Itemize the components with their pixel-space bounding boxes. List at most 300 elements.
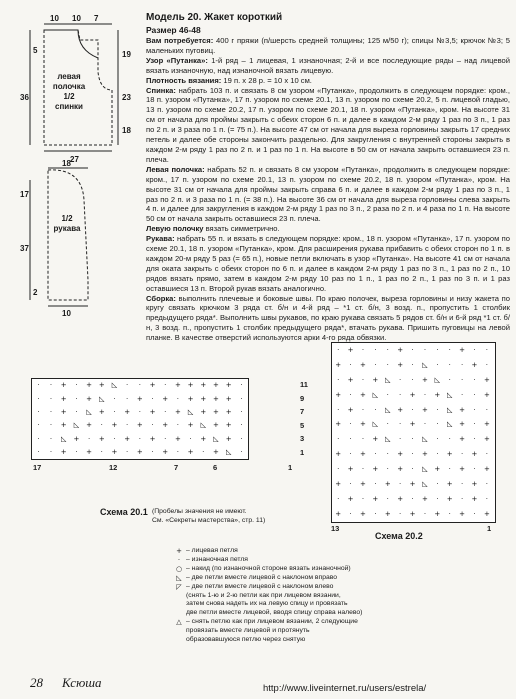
s1-cell: ·: [176, 394, 180, 403]
s2-cell: +: [372, 435, 379, 444]
s1-row-num-1: 1: [300, 448, 305, 457]
s2-cell: +: [360, 479, 366, 488]
s2-cell: ·: [411, 360, 414, 369]
s1-cell: ·: [75, 381, 78, 390]
s2-cell: ·: [374, 450, 377, 459]
s2-cell: ·: [473, 465, 476, 474]
s1-cell: +: [162, 394, 169, 403]
s2-cell: ·: [448, 435, 451, 444]
right-front-paragraph: Левую полочку вязать симметрично.: [146, 224, 280, 234]
s1-cell: +: [149, 381, 156, 390]
s1-cell: +: [86, 448, 93, 457]
s2-row: [332, 507, 495, 522]
s2-cell: +: [335, 479, 342, 488]
s1-cell: +: [136, 394, 143, 403]
s2-cell: +: [459, 509, 466, 518]
s2-cell: ·: [337, 375, 340, 384]
s2-cell: ·: [386, 494, 389, 503]
s2-cell: +: [347, 345, 354, 354]
s2-row: [332, 492, 495, 507]
legend-text: – накид (по изнаночной стороне вязать изнаночной): [186, 564, 351, 572]
s1-cell: ·: [37, 421, 40, 430]
s1-cell: ·: [138, 381, 141, 390]
s2-cell: ·: [423, 345, 427, 354]
s2-cell: ·: [386, 420, 389, 429]
s1-cell: ◺: [111, 381, 118, 390]
legend-symbol: [172, 636, 186, 645]
s1-cell: ·: [37, 381, 40, 390]
s1-cell: ◺: [225, 448, 232, 457]
s2-cell: ·: [399, 420, 402, 429]
s2-cell: ◺: [422, 360, 428, 369]
s1-cell: +: [60, 421, 67, 430]
s2-cell: ·: [473, 345, 476, 354]
s1-cell: +: [200, 381, 207, 390]
s2-cell: +: [409, 420, 416, 429]
s1-cell: +: [200, 394, 207, 403]
s2-cell: ◺: [372, 390, 379, 399]
s2-cell: +: [360, 509, 366, 518]
s1-cell: +: [124, 407, 131, 416]
legend-symbol: [172, 600, 186, 609]
s1-row-num-11: 11: [300, 380, 308, 389]
s2-cell: +: [397, 405, 404, 414]
s2-cell: ·: [485, 494, 488, 503]
s2-cell: +: [372, 375, 379, 384]
s2-cell: ◺: [447, 390, 453, 399]
s2-cell: ·: [361, 375, 365, 384]
s2-cell: ·: [399, 390, 402, 399]
legend-symbol: [172, 627, 186, 636]
s1-cell: ·: [113, 407, 116, 416]
s2-cell: +: [421, 405, 428, 414]
legend-text: – снять петлю как при лицевом вязании, 2 следующие: [186, 618, 358, 626]
s2-cell: +: [434, 390, 441, 399]
s1-cell: +: [60, 394, 67, 403]
s1-col-num-17: 17: [33, 463, 42, 472]
pattern-instructions: [146, 12, 510, 343]
s2-cell: ·: [337, 405, 340, 414]
gauge-paragraph: Плотность вязания: 19 п. х 28 р. = 10 х 10 см.: [146, 75, 312, 85]
s1-cell: ◺: [213, 434, 219, 443]
s1-cell: ◺: [86, 407, 92, 416]
s2-cell: +: [397, 360, 404, 369]
s2-col-num-13: 13: [331, 524, 340, 533]
sleeve-left-num-1: 17: [20, 190, 29, 199]
s2-cell: +: [434, 509, 441, 518]
assembly-paragraph: Сборка: выполнить плечевые и боковые швы. По краю полочек, выреза горловины и низу жакета по кругу связать крючком 3 ряда ст. б/н и 4-й ряд – *1 ст. б/н, 3 возд. п., пропустить 1 столбик предыдущего ряда*. Выполнить швы рукавов, по краю рукава связать 5 рядов ст. б/н и 6-й ряд *1 ст. б/н, 3 возд. п., пропустить 1 столбик предыдущего ряда*, втачать рукава. Пришить пуговицы на левой планке. В качестве отверстий используются арки 4-го ряда обвязки.: [146, 293, 510, 343]
s1-cell: +: [187, 448, 194, 457]
s2-row: [332, 373, 495, 388]
s1-cell: ·: [240, 394, 243, 403]
sleeve-bottom-num: 10: [62, 309, 71, 318]
s1-cell: +: [200, 434, 207, 443]
s1-cell: +: [225, 407, 232, 416]
s1-cell: ·: [75, 448, 78, 457]
s2-cell: ·: [436, 420, 439, 429]
s1-cell: ·: [176, 448, 180, 457]
s2-cell: ·: [349, 509, 352, 518]
s1-cell: ·: [113, 394, 116, 403]
s1-cell: ·: [49, 381, 53, 390]
s1-col-num-6: 6: [213, 463, 218, 472]
back-top-num-3: 7: [94, 14, 99, 23]
legend-text: (снять 1-ю и 2-ю петли как при лицевом вязании,: [186, 591, 341, 599]
sleeve-label: 1/2 рукава: [53, 214, 81, 233]
s2-cell: +: [360, 420, 366, 429]
s2-row: [332, 432, 495, 447]
legend-item: [172, 600, 512, 609]
s1-cell: ·: [176, 421, 180, 430]
legend-text: образовавшуюся петлю через снятую: [186, 636, 306, 644]
s1-cell: +: [162, 448, 169, 457]
s2-cell: ·: [361, 435, 365, 444]
legend-item: [172, 618, 512, 627]
s2-cell: +: [384, 509, 391, 518]
legend-symbol: ◺: [176, 573, 182, 582]
s1-cell: ·: [37, 448, 40, 457]
s1-cell: +: [225, 394, 232, 403]
s2-cell: ·: [411, 435, 414, 444]
legend-symbol: ○: [175, 564, 183, 573]
s1-cell: ·: [37, 407, 40, 416]
s2-cell: +: [421, 375, 428, 384]
s2-cell: +: [409, 390, 416, 399]
s2-cell: ·: [485, 360, 488, 369]
legend-item: [172, 556, 512, 565]
legend-item: [172, 583, 512, 592]
s1-cell: ◺: [187, 407, 194, 416]
s2-cell: ·: [386, 360, 389, 369]
s2-cell: ·: [448, 345, 451, 354]
s2-cell: ·: [399, 375, 402, 384]
s1-cell: ·: [138, 407, 141, 416]
s2-cell: ·: [349, 360, 352, 369]
s2-cell: ·: [399, 435, 402, 444]
s2-cell: +: [347, 405, 354, 414]
s1-cell: ·: [164, 407, 167, 416]
s1-cell: ·: [164, 381, 167, 390]
s2-cell: +: [360, 390, 366, 399]
s2-cell: +: [471, 450, 478, 459]
s2-cell: ·: [448, 360, 451, 369]
s2-cell: +: [372, 465, 379, 474]
s2-cell: ·: [423, 420, 427, 429]
s2-row: [332, 462, 495, 477]
s2-cell: ·: [411, 465, 414, 474]
s2-cell: +: [397, 450, 404, 459]
s1-row: [32, 406, 248, 419]
s2-cell: +: [347, 494, 354, 503]
s2-cell: +: [459, 345, 466, 354]
symbol-legend: [172, 547, 512, 645]
s2-cell: ·: [374, 509, 377, 518]
s2-cell: +: [421, 450, 428, 459]
s2-cell: ·: [423, 390, 427, 399]
s2-cell: +: [335, 450, 342, 459]
s1-cell: +: [174, 434, 181, 443]
s2-cell: ·: [460, 479, 464, 488]
s2-cell: +: [397, 465, 404, 474]
s2-cell: ◺: [422, 435, 428, 444]
s2-cell: ·: [361, 465, 365, 474]
scheme-20-2-grid: [331, 342, 496, 523]
s1-cell: +: [124, 434, 131, 443]
stitch-pattern-paragraph: Узор «Путанка»: 1-й ряд – 1 лицевая, 1 изнаночная; 2-й и все последующие ряды – над лицевой вязать изнаночную, над изнаночной вязать лицевую.: [146, 55, 511, 75]
legend-item: [172, 547, 512, 556]
s2-cell: ◺: [447, 405, 453, 414]
s2-cell: +: [335, 420, 342, 429]
s2-cell: ◺: [447, 420, 453, 429]
s1-cell: +: [213, 421, 219, 430]
s2-cell: ·: [436, 405, 439, 414]
sleeve-top-num: 18: [62, 159, 71, 168]
s1-cell: ·: [49, 421, 53, 430]
s2-cell: ◺: [385, 375, 391, 384]
legend-text: – изнаночная петля: [186, 555, 248, 563]
s2-cell: ·: [448, 375, 451, 384]
s2-cell: +: [483, 390, 490, 399]
sleeve-left-num-2: 37: [20, 244, 29, 253]
s2-cell: ·: [411, 405, 414, 414]
s2-cell: ·: [473, 405, 476, 414]
s2-cell: ·: [460, 494, 464, 503]
s2-cell: +: [397, 345, 404, 354]
s2-cell: ·: [460, 360, 464, 369]
s1-cell: ·: [240, 381, 243, 390]
s2-cell: ·: [399, 479, 402, 488]
s2-cell: +: [384, 479, 391, 488]
s2-cell: ·: [386, 390, 389, 399]
s1-col-num-1: 1: [288, 463, 293, 472]
s2-cell: ·: [349, 435, 352, 444]
s1-cell: ·: [100, 448, 103, 457]
s2-cell: ·: [473, 390, 476, 399]
materials-paragraph: Вам потребуется: 400 г пряжи (п/шерсть средней толщины; 125 м/50 г); спицы №3,5; крючок №3; 5 маленьких пуговиц.: [146, 36, 510, 55]
s2-cell: +: [471, 479, 478, 488]
s2-cell: ·: [473, 420, 476, 429]
s1-cell: ·: [240, 448, 243, 457]
s2-cell: +: [459, 435, 466, 444]
s1-cell: ·: [126, 381, 129, 390]
s2-cell: +: [459, 405, 466, 414]
s2-cell: +: [459, 465, 466, 474]
legend-symbol: ·: [177, 555, 181, 564]
s2-cell: +: [459, 420, 466, 429]
s2-cell: +: [409, 509, 416, 518]
s2-cell: ·: [460, 450, 464, 459]
s2-cell: ·: [436, 345, 439, 354]
s2-cell: +: [360, 450, 366, 459]
back-top-num-2: 10: [72, 14, 81, 23]
s1-cell: +: [111, 421, 118, 430]
s2-cell: ·: [436, 360, 439, 369]
s1-col-num-7: 7: [174, 463, 179, 472]
s1-cell: ·: [202, 448, 205, 457]
back-bottom-num: 27: [70, 155, 79, 164]
s1-cell: +: [73, 434, 80, 443]
s2-cell: ·: [386, 465, 389, 474]
s2-cell: +: [446, 494, 453, 503]
s2-cell: +: [347, 465, 354, 474]
s2-cell: ·: [374, 479, 377, 488]
s1-cell: +: [60, 381, 67, 390]
legend-symbol: △: [176, 618, 182, 627]
s2-cell: +: [397, 494, 404, 503]
s2-cell: +: [471, 494, 478, 503]
s1-cell: +: [162, 421, 169, 430]
s1-cell: ·: [151, 394, 154, 403]
s2-cell: ·: [473, 509, 476, 518]
legend-text: – две петли вместе лицевой с наклоном вправо: [186, 573, 338, 581]
s2-cell: +: [335, 360, 342, 369]
s2-cell: +: [360, 360, 366, 369]
legend-symbol: ◸: [176, 582, 182, 591]
magazine-name: Ксюша: [62, 675, 102, 690]
legend-item: [172, 565, 512, 574]
s2-row: [332, 447, 495, 462]
s2-cell: ·: [337, 345, 340, 354]
s1-cell: +: [86, 421, 93, 430]
s1-cell: ◺: [200, 421, 206, 430]
s2-cell: ◺: [422, 465, 428, 474]
s2-cell: ·: [485, 450, 488, 459]
s1-cell: +: [213, 381, 219, 390]
back-top-num-1: 10: [50, 14, 59, 23]
s2-cell: +: [446, 450, 453, 459]
s1-cell: +: [174, 381, 181, 390]
s1-cell: ·: [138, 434, 141, 443]
s2-row: [332, 417, 495, 432]
s2-cell: ·: [485, 345, 488, 354]
s1-cell: ·: [240, 421, 243, 430]
s2-cell: ·: [436, 494, 439, 503]
s1-cell: ◺: [61, 434, 67, 443]
s1-cell: ·: [151, 448, 154, 457]
s1-cell: +: [136, 448, 143, 457]
s2-cell: ·: [386, 345, 389, 354]
s2-cell: ·: [337, 435, 340, 444]
s1-cell: +: [225, 421, 232, 430]
s2-cell: ·: [411, 375, 414, 384]
page-number: 28: [30, 675, 43, 690]
s2-cell: +: [483, 435, 490, 444]
s1-row: [32, 433, 248, 446]
s2-cell: ·: [374, 360, 377, 369]
s2-cell: ·: [448, 509, 451, 518]
s2-cell: ·: [411, 494, 414, 503]
s1-cell: +: [149, 407, 156, 416]
s1-cell: +: [187, 381, 194, 390]
s1-cell: ·: [240, 434, 243, 443]
s1-row-num-3: 3: [300, 434, 305, 443]
s2-cell: ·: [436, 479, 439, 488]
s2-row: [332, 358, 495, 373]
legend-text: – лицевая петля: [186, 547, 238, 554]
s2-cell: ·: [349, 479, 352, 488]
s1-col-num-12: 12: [109, 463, 118, 472]
back-right-num-2: 23: [122, 93, 131, 102]
s1-cell: +: [225, 434, 232, 443]
s2-cell: +: [471, 360, 478, 369]
s2-cell: ·: [448, 465, 451, 474]
s2-cell: +: [483, 420, 490, 429]
s2-cell: ·: [337, 494, 340, 503]
s1-cell: +: [213, 394, 219, 403]
s2-row: [332, 343, 495, 358]
s1-row: [32, 392, 248, 405]
s2-cell: ·: [460, 390, 464, 399]
s2-cell: ·: [460, 375, 464, 384]
s2-cell: ·: [411, 345, 414, 354]
s1-cell: +: [187, 421, 194, 430]
s2-cell: ◺: [434, 375, 441, 384]
s1-cell: ·: [126, 394, 129, 403]
s1-cell: +: [98, 381, 105, 390]
legend-symbol: [172, 609, 186, 618]
s2-cell: +: [335, 509, 342, 518]
s2-cell: ·: [349, 450, 352, 459]
model-size: Размер 46-48: [146, 25, 201, 35]
s1-cell: ◺: [73, 421, 80, 430]
legend-text: две петли вместе лицевой, вводя спицу справа налево): [186, 609, 363, 617]
s1-cell: ·: [189, 434, 192, 443]
s2-cell: ·: [349, 390, 352, 399]
s1-cell: ·: [75, 407, 78, 416]
s2-cell: ·: [361, 405, 365, 414]
s1-cell: ·: [75, 394, 78, 403]
legend-text: провязать вместе лицевой и протянуть: [186, 627, 310, 635]
scheme-20-2-caption: Схема 20.2: [375, 531, 423, 541]
s1-cell: +: [213, 407, 219, 416]
s1-cell: ◺: [99, 394, 105, 403]
s2-cell: ·: [361, 345, 365, 354]
s2-cell: ·: [411, 450, 414, 459]
s2-cell: +: [409, 479, 416, 488]
s1-cell: +: [86, 381, 93, 390]
s1-row: [32, 419, 248, 432]
s1-row-num-9: 9: [300, 394, 305, 403]
model-title: Модель 20. Жакет короткий: [146, 12, 283, 23]
s2-cell: +: [483, 465, 490, 474]
s1-cell: ·: [49, 448, 53, 457]
s2-cell: ·: [374, 345, 377, 354]
s1-cell: +: [86, 394, 93, 403]
s2-cell: +: [434, 465, 441, 474]
s2-cell: ·: [386, 450, 389, 459]
sleeves-paragraph: Рукава: набрать 55 п. и вязать в следующем порядке: кром., 18 п. узором «Путанка», 17 п. узором по схеме 20.1, 18 п. узором «Путанка», кром. Для расширения рукава прибавить с обеих сторон по 1 п. в каждом 20-м ряду 5 раз (= 65 п.), новые петли включать в узор «Путанка». На высоте 41 см от начала для оката закрыть с обеих сторон по 6 п. и далее в каждом 2-м ряду 1 раз по 3 п., 1 раз по 2 п., 10 рядов вязать прямо, затем в каждом 2-м ряду 10 раз по 1 п., 1 раз по 2 п., 1 раз по 3 п. и 1 раз оставшиеся 13 п. Второй рукав вязать аналогично.: [146, 234, 510, 293]
left-front-paragraph: Левая полочка: набрать 52 п. и связать 8 см узором «Путанка», продолжить в следующем порядке: кром., 17 п. узором по схеме 20.1, 13 п. узором по схеме 20.2, 18 п. узором «Путанка», кром. На высоте 31 см от начала для проймы закрыть справа 6 п. и далее в каждом 2-м ряду 1 раз по 3 п., 1 раз по 2 п. и 3 раза по 1 п. (= 38 п.). На высоте 36 см от начала для выреза горловины слева закрыть 4 п. и далее для закругления в каждом 2-м ряду 1 раз по 3 п., 2 раза по 2 п. и 4 раза по 1 п. На высоте 50 см от начала закрыть оставшиеся 23 п. плеча.: [146, 164, 510, 224]
s1-cell: +: [174, 407, 181, 416]
s2-cell: ·: [337, 465, 340, 474]
s1-row: [32, 446, 248, 459]
legend-symbol: [172, 592, 186, 601]
legend-text: – две петли вместе лицевой с наклоном влево: [186, 582, 334, 590]
s1-cell: +: [187, 394, 194, 403]
s2-row: [332, 477, 495, 492]
legend-item: [172, 636, 512, 645]
s2-cell: ·: [473, 435, 476, 444]
legend-symbol: +: [176, 547, 182, 555]
s2-row: [332, 388, 495, 403]
sleeve-left-num-3: 2: [33, 288, 38, 297]
s1-cell: ·: [151, 421, 154, 430]
s1-row-num-5: 5: [300, 421, 305, 430]
s1-cell: ·: [100, 421, 103, 430]
s1-cell: ·: [49, 394, 53, 403]
s2-cell: +: [483, 375, 490, 384]
s2-cell: ·: [473, 375, 476, 384]
